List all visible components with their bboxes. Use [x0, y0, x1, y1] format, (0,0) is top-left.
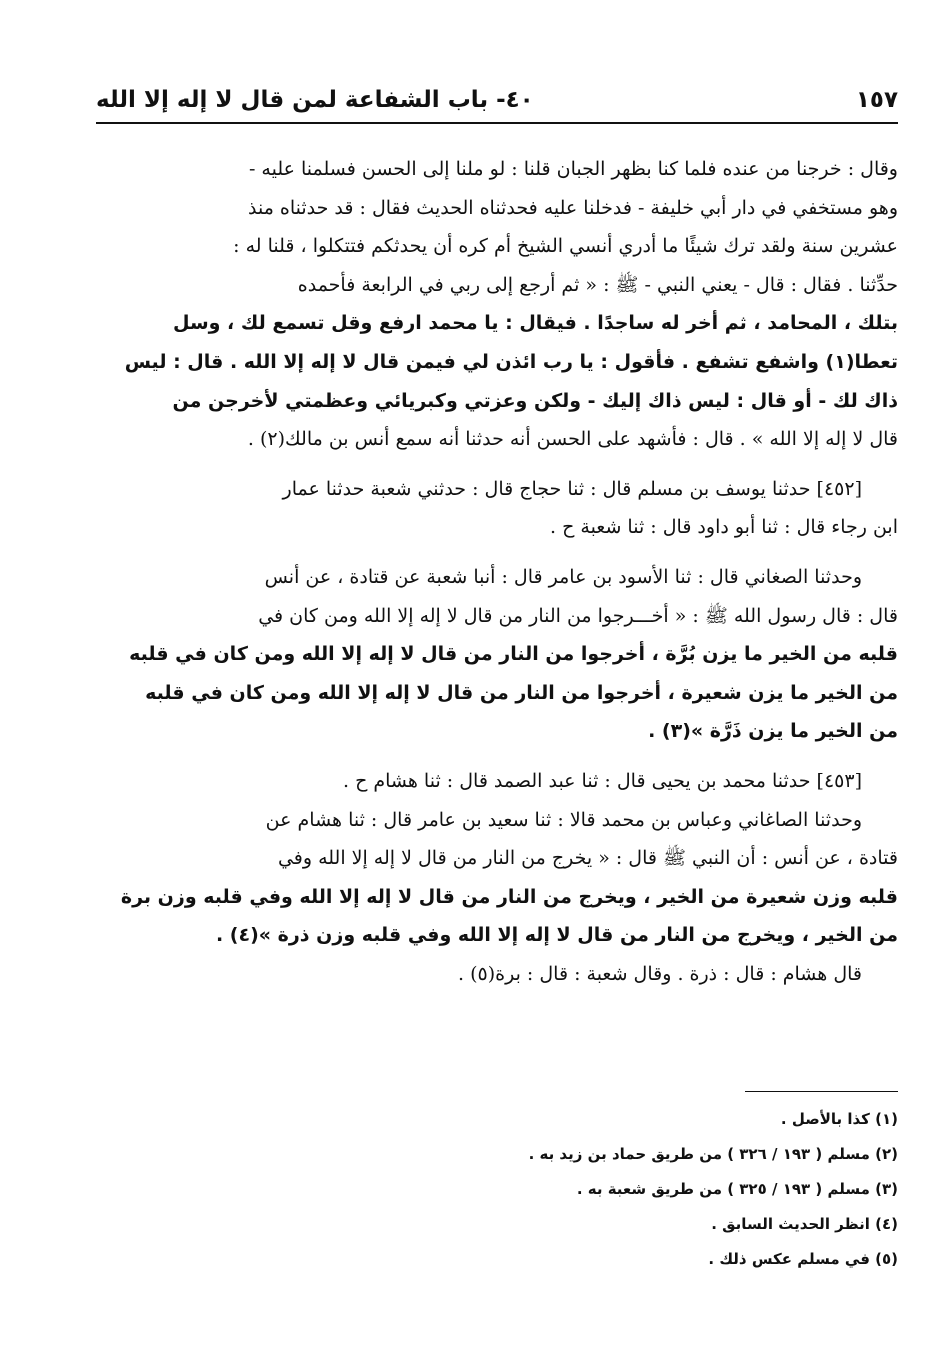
text-line: ذاك لك - أو قال : ليس ذاك إليك - ولكن وعزتي وكبريائي وعظمتي لأخرجن من	[172, 389, 898, 412]
text-line: ابن رجاء قال : ثنا أبو داود قال : ثنا شعبة ح .	[550, 516, 898, 539]
text-line: بتلك ، المحامد ، ثم أخر له ساجدًا . فيقال : يا محمد ارفع وقل تسمع لك ، وسل	[172, 312, 898, 335]
text-line: قلبه وزن شعيرة من الخير ، ويخرج من النار من قال لا إله إلا الله وفي قلبه وزن برة	[120, 885, 898, 908]
text-line: وهو مستخفي في دار أبي خليفة - فدخلنا عليه فحدثناه الحديث فقال : قد حدثناه منذ	[247, 196, 898, 219]
paragraph-453	[96, 762, 898, 801]
text-line: من الخير ما يزن شعيرة ، أخرجوا من النار من قال لا إله إلا الله ومن كان في قلبه	[145, 681, 898, 704]
paragraph	[96, 150, 898, 459]
footnote: (٥) في مسلم عكس ذلك .	[708, 1250, 898, 1268]
text-line: قال هشام : قال : ذرة . وقال شعبة : قال : برة(٥) .	[458, 962, 862, 985]
paragraph-452	[96, 470, 898, 547]
main-text	[96, 150, 898, 993]
footnote: (١) كذا بالأصل .	[780, 1110, 898, 1128]
text-line: قتادة ، عن أنس : أن النبي ﷺ قال : « يخرج من النار من قال لا إله إلا الله وفي	[277, 847, 898, 870]
chapter-title: ٤٠- باب الشفاعة لمن قال لا إله إلا الله	[96, 87, 534, 113]
text-line: تعطا(١) واشفع تشفع . فأقول : يا رب ائذن لي فيمن قال لا إله إلا الله . قال : ليس	[124, 350, 898, 373]
page-header	[96, 78, 898, 124]
text-line: قلبه من الخير ما يزن بُرَّة ، أخرجوا من النار من قال لا إله إلا الله ومن كان في قلبه	[129, 643, 898, 666]
text-line: [٤٥٣] حدثنا محمد بن يحيى قال : ثنا عبد الصمد قال : ثنا هشام ح .	[342, 769, 862, 792]
text-line: قال : قال رسول الله ﷺ : « أخـــرجوا من النار من قال لا إله إلا الله ومن كان في	[258, 604, 898, 627]
text-line: من الخير ، ويخرج من النار من قال لا إله إلا الله وفي قلبه وزن ذرة »(٤) .	[215, 924, 898, 947]
text-line: وحدثنا الصغاني قال : ثنا الأسود بن عامر قال : أنبا شعبة عن قتادة ، عن أنس	[264, 565, 862, 588]
text-line: [٤٥٢] حدثنا يوسف بن مسلم قال : ثنا حجاج قال : حدثني شعبة حدثنا عمار	[282, 477, 862, 500]
paragraph	[96, 801, 898, 955]
text-line: عشرين سنة ولقد ترك شيئًا ما أدري أنسي الشيخ أم كره أن يحدثكم فتتكلوا ، قلنا له :	[233, 235, 898, 258]
footnote: (٢) مسلم ( ١٩٣ / ٣٢٦ ) من طريق حماد بن زيد به .	[528, 1145, 898, 1163]
footnotes	[96, 1102, 898, 1277]
text-line: حدِّثنا . فقال : قال - يعني النبي - ﷺ : « ثم أرجع إلى ربي في الرابعة فأحمده	[297, 273, 898, 296]
footnote: (٣) مسلم ( ١٩٣ / ٣٢٥ ) من طريق شعبة به .	[576, 1180, 898, 1198]
paragraph	[96, 558, 898, 751]
paragraph	[96, 955, 898, 994]
footnote-divider	[745, 1091, 898, 1092]
text-line: قال لا إله إلا الله » . قال : فأشهد على الحسن أنه حدثنا أنه سمع أنس بن مالك(٢) .	[247, 428, 898, 451]
page-number: ١٥٧	[855, 87, 898, 113]
text-line: وحدثنا الصاغاني وعباس بن محمد قالا : ثنا سعيد بن عامر قال : ثنا هشام عن	[265, 808, 862, 831]
footnote: (٤) انظر الحديث السابق .	[711, 1215, 898, 1233]
text-line: من الخير ما يزن ذَرَّة »(٣) .	[648, 720, 898, 743]
text-line: وقال : خرجنا من عنده فلما كنا بظهر الجبان قلنا : لو ملنا إلى الحسن فسلمنا عليه -	[248, 158, 898, 180]
